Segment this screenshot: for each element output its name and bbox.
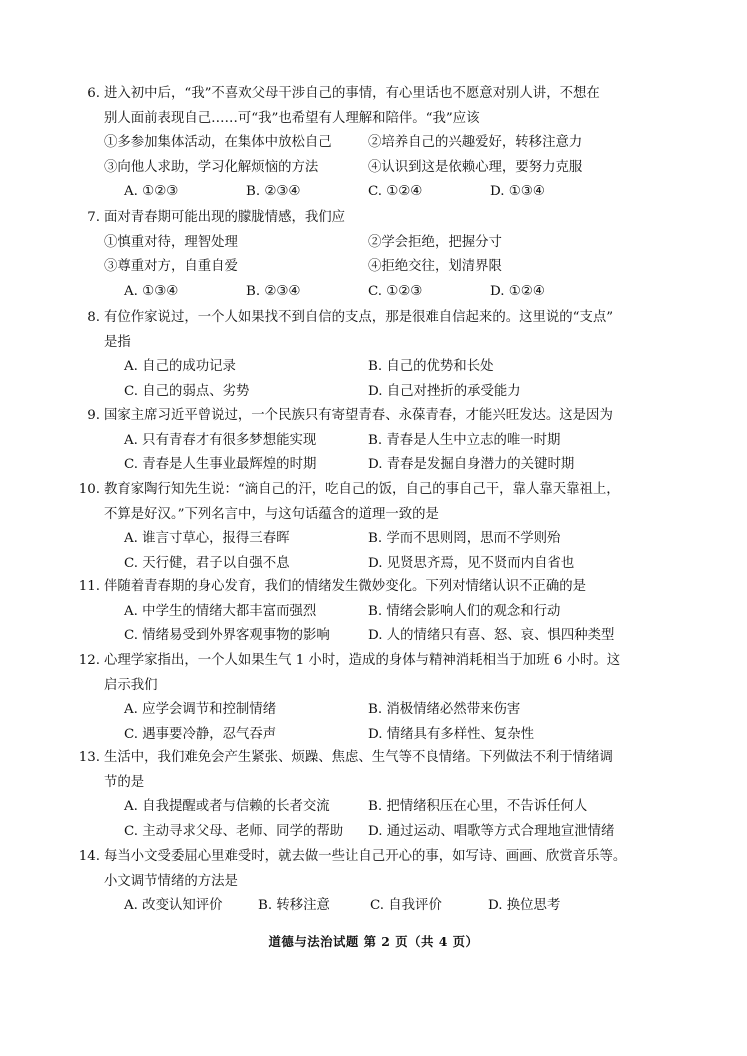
choice-d[interactable]: D. ①③④ (490, 184, 545, 200)
question-stem: 9. 国家主席习近平曾说过，一个民族只有寄望青春、永葆青春，才能兴旺发达。这是因为 (104, 404, 613, 429)
options-row (104, 600, 586, 625)
statement-2: ②学会拒绝，把握分寸 (368, 234, 502, 250)
option-a[interactable]: A. 谁言寸草心，报得三春晖 (124, 531, 290, 547)
choice-b[interactable]: B. 转移注意 (258, 898, 330, 914)
statement-4: ④认识到这是依赖心理，要努力克服 (368, 159, 583, 175)
option-d[interactable]: D. 通过运动、唱歌等方式合理地宣泄情绪 (368, 823, 615, 839)
option-c[interactable]: C. 主动寻求父母、老师、同学的帮助 (124, 823, 344, 839)
statement-2: ②培养自己的兴趣爱好，转移注意力 (368, 135, 583, 151)
question-stem: 6. 进入初中后，“我”不喜欢父母干涉自己的事情，有心里话也不愿意对别人讲，不想在 (104, 82, 600, 107)
choice-b[interactable]: B. ②③④ (246, 283, 301, 299)
question-stem-line: 小文调节情绪的方法是 (104, 873, 238, 889)
choices-row (104, 180, 600, 205)
question-stem-line: 是指 (104, 334, 131, 350)
option-d[interactable]: D. 人的情绪只有喜、怒、哀、惧四种类型 (368, 628, 615, 644)
options-row (104, 380, 613, 405)
question-stem-line: 节的是 (104, 774, 145, 790)
question-stem: 12. 心理学家指出，一个人如果生气 1 小时，造成的身体与精神消耗相当于加班 6 小时。这 (104, 649, 620, 674)
options-row (104, 723, 620, 748)
question-8 (87, 306, 614, 404)
question-number: 12. (78, 653, 100, 668)
options-row (104, 698, 620, 723)
option-a[interactable]: A. 中学生的情绪大都丰富而强烈 (124, 603, 317, 619)
options-row (104, 795, 613, 820)
option-c[interactable]: C. 情绪易受到外界客观事物的影响 (124, 628, 330, 644)
statement-4: ④拒绝交往，划清界限 (368, 259, 502, 275)
question-stem-line: 不算是好汉。”下列名言中，与这句话蕴含的道理一致的是 (104, 506, 439, 522)
options-row (104, 552, 620, 577)
choices-row (104, 280, 545, 305)
option-c[interactable]: C. 遇事要冷静，忍气吞声 (124, 726, 277, 742)
option-d[interactable]: D. 情绪具有多样性、复杂性 (368, 726, 535, 742)
option-b[interactable]: B. 学而不思则罔，思而不学则殆 (368, 531, 561, 547)
choice-a[interactable]: A. ①③④ (124, 283, 179, 299)
question-stem-line: 启示我们 (104, 677, 158, 693)
question-number: 10. (78, 482, 100, 497)
options-row (104, 527, 620, 552)
question-number: 8. (87, 310, 100, 325)
option-c[interactable]: C. 青春是人生事业最辉煌的时期 (124, 457, 317, 473)
options-row (104, 355, 613, 380)
question-number: 9. (87, 408, 100, 423)
choice-a[interactable]: A. ①②③ (124, 184, 179, 200)
statement-row (104, 156, 600, 181)
statement-row (104, 131, 600, 156)
options-row (104, 624, 615, 649)
question-number: 7. (87, 210, 100, 225)
choice-b[interactable]: B. ②③④ (246, 184, 301, 200)
question-12 (78, 649, 621, 747)
option-a[interactable]: A. 只有青春才有很多梦想能实现 (124, 432, 317, 448)
choice-c[interactable]: C. ①②③ (368, 283, 423, 299)
question-stem: 11. 伴随着青春期的身心发育，我们的情绪发生微妙变化。下列对情绪认识不正确的是 (104, 575, 586, 600)
question-13 (78, 746, 615, 844)
option-b[interactable]: B. 情绪会影响人们的观念和行动 (368, 603, 561, 619)
choice-d[interactable]: D. 换位思考 (488, 898, 561, 914)
question-14 (78, 845, 627, 919)
option-c[interactable]: C. 天行健，君子以自强不息 (124, 555, 290, 571)
option-d[interactable]: D. 见贤思齐焉，见不贤而内自省也 (368, 555, 575, 571)
options-row (104, 453, 613, 478)
option-b[interactable]: B. 消极情绪必然带来伤害 (368, 702, 521, 718)
option-d[interactable]: D. 自己对挫折的承受能力 (368, 383, 521, 399)
question-7 (87, 206, 545, 304)
choice-d[interactable]: D. ①②④ (490, 283, 545, 299)
statement-3: ③尊重对方，自重自爱 (104, 259, 238, 275)
question-stem: 10. 教育家陶行知先生说：“滴自己的汗，吃自己的饭，自己的事自己干，靠人靠天靠祖上， (104, 478, 620, 503)
statement-1: ①慎重对待，理智处理 (104, 234, 238, 250)
statement-1: ①多参加集体活动，在集体中放松自己 (104, 135, 332, 151)
option-a[interactable]: A. 自己的成功记录 (124, 359, 236, 375)
option-b[interactable]: B. 把情绪积压在心里，不告诉任何人 (368, 799, 588, 815)
question-stem-line: 别人面前表现自己……可“我”也希望有人理解和陪伴。“我”应该 (104, 110, 480, 126)
question-stem: 7. 面对青春期可能出现的朦胧情感，我们应 (104, 206, 545, 231)
choice-c[interactable]: C. 自我评价 (370, 898, 442, 914)
question-stem: 14. 每当小文受委屈心里难受时，就去做一些让自己开心的事，如写诗、画画、欣赏音乐等。 (104, 845, 626, 870)
question-6 (87, 82, 600, 205)
question-stem: 8. 有位作家说过，一个人如果找不到自信的支点，那是很难自信起来的。这里说的“支点” (104, 306, 613, 331)
option-c[interactable]: C. 自己的弱点、劣势 (124, 383, 250, 399)
question-number: 11. (78, 579, 100, 594)
question-10 (78, 478, 620, 576)
options-row (104, 429, 613, 454)
question-11 (78, 575, 615, 649)
option-a[interactable]: A. 自我提醒或者与信赖的长者交流 (124, 799, 330, 815)
option-a[interactable]: A. 应学会调节和控制情绪 (124, 702, 277, 718)
option-b[interactable]: B. 青春是人生中立志的唯一时期 (368, 432, 561, 448)
page-footer: 道德与法治试题 第 2 页（共 4 页） (268, 934, 479, 949)
question-number: 13. (78, 750, 100, 765)
choice-c[interactable]: C. ①②④ (368, 184, 423, 200)
statement-3: ③向他人求助，学习化解烦恼的方法 (104, 159, 319, 175)
option-b[interactable]: B. 自己的优势和长处 (368, 359, 494, 375)
statement-row (104, 231, 545, 256)
choice-a[interactable]: A. 改变认知评价 (124, 898, 223, 914)
options-row (104, 820, 613, 845)
question-number: 14. (78, 849, 100, 864)
question-9 (87, 404, 613, 478)
question-number: 6. (87, 86, 100, 101)
option-d[interactable]: D. 青春是发掘自身潜力的关键时期 (368, 457, 575, 473)
statement-row (104, 255, 545, 280)
question-stem: 13. 生活中，我们难免会产生紧张、烦躁、焦虑、生气等不良情绪。下列做法不利于情绪调 (104, 746, 613, 771)
choices-row (104, 894, 626, 919)
